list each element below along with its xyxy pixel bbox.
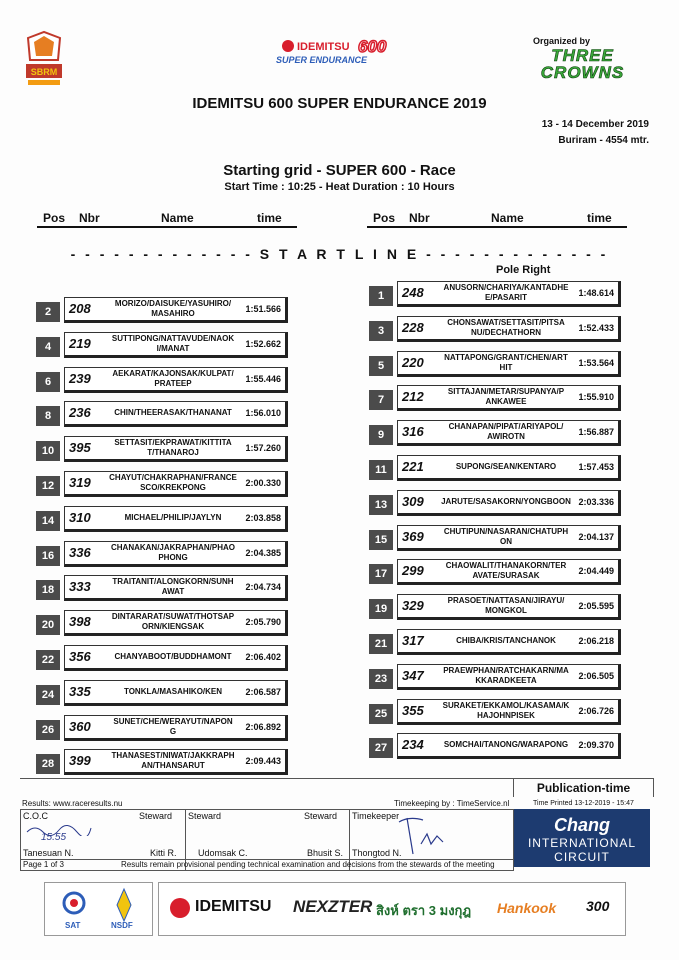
publication-time-label: Publication-time xyxy=(513,778,654,797)
qualifying-time: 1:52.433 xyxy=(578,322,614,333)
grid-position: 4 xyxy=(36,337,60,357)
driver-names-line: I/MANAT xyxy=(156,343,190,353)
entry-box xyxy=(64,332,288,358)
time-printed: Time Printed 13-12-2019 - 15:47 xyxy=(533,800,634,807)
qualifying-time: 1:52.662 xyxy=(245,338,281,349)
event-venue: Buriram - 4554 mtr. xyxy=(558,135,649,146)
driver-names-line: PRASOET/NATTASAN/JIRAYU/ xyxy=(447,596,565,606)
entry-box xyxy=(397,385,621,411)
idemitsu-icon xyxy=(169,897,191,919)
qualifying-time: 1:57.453 xyxy=(578,462,614,472)
car-number: 236 xyxy=(69,405,91,421)
qualifying-time: 2:04.137 xyxy=(578,531,614,542)
grid-subtitle: Start Time : 10:25 - Heat Duration : 10 Hours xyxy=(224,181,455,193)
car-number: 317 xyxy=(402,633,424,648)
driver-names-line: AN/THANSARUT xyxy=(141,761,205,771)
car-number: 212 xyxy=(402,389,424,405)
entry-box xyxy=(397,281,621,307)
driver-names xyxy=(436,636,576,646)
hankook-sponsor: Hankook xyxy=(497,900,557,916)
car-number: 316 xyxy=(402,424,424,440)
driver-names-line: SETTASIT/EKPRAWAT/KITTITA xyxy=(114,438,232,448)
event-date: 13 - 14 December 2019 xyxy=(541,119,649,130)
coc-signature xyxy=(25,824,95,836)
entry-box xyxy=(397,490,621,516)
driver-names-line: G xyxy=(169,726,177,736)
300-sponsor: 300 xyxy=(586,898,610,914)
right-column-header xyxy=(367,210,627,228)
driver-names-line: PRATEEP xyxy=(154,378,192,388)
qualifying-time: 2:06.505 xyxy=(578,670,614,681)
grid-entry xyxy=(369,490,625,515)
grid-entry xyxy=(369,629,625,654)
driver-names-line: PHONG xyxy=(158,552,188,562)
grid-position: 10 xyxy=(36,441,60,461)
grid-position: 6 xyxy=(36,372,60,392)
handwritten-time: 15.55 xyxy=(41,832,67,843)
grid-entry xyxy=(36,575,292,600)
grid-position: 14 xyxy=(36,511,60,531)
driver-names-line: PRAEWPHAN/RATCHAKARN/MA xyxy=(443,665,569,675)
steward1-name: Kitti R. xyxy=(150,848,177,858)
timekeeper-signature xyxy=(397,814,457,858)
entry-box xyxy=(64,401,288,427)
car-number: 395 xyxy=(69,440,91,456)
driver-names xyxy=(436,422,576,442)
chang-circuit-logo xyxy=(514,809,650,867)
car-number: 336 xyxy=(69,544,91,560)
col-time: time xyxy=(257,211,282,225)
officials-table xyxy=(20,809,514,871)
driver-names-line: MASAHIRO xyxy=(151,309,195,318)
driver-names-line: AVATE/SURASAK xyxy=(472,571,540,581)
chang-logo-text: Chang xyxy=(554,815,610,835)
grid-position: 28 xyxy=(36,754,60,774)
driver-names-line: AWAT xyxy=(161,587,185,597)
col-name: Name xyxy=(491,211,524,225)
organized-by-label: Organized by xyxy=(533,36,591,46)
driver-names-line: KKARADKEETA xyxy=(475,675,537,685)
entry-box xyxy=(64,367,288,393)
entry-box xyxy=(64,680,288,706)
grid-entry xyxy=(36,401,292,426)
grid-position: 25 xyxy=(369,704,393,724)
driver-names-line: NU/DECHATHORN xyxy=(470,327,542,337)
results-url: Results: www.raceresults.nu xyxy=(22,799,123,808)
grid-entry xyxy=(369,385,625,410)
driver-names-line: SOMCHAI/TANONG/WARAPONG xyxy=(443,740,569,750)
driver-names-line: CHANAKAN/JAKRAPHAN/PHAO xyxy=(110,542,235,552)
driver-names-line: JARUTE/SASAKORN/YONGBOON xyxy=(441,496,571,506)
sat-logo-text: SAT xyxy=(65,921,81,930)
nsdf-logo-text: NSDF xyxy=(111,921,133,930)
entry-box xyxy=(64,645,288,671)
qualifying-time: 2:06.587 xyxy=(245,686,281,697)
col-nbr: Nbr xyxy=(79,211,100,225)
qualifying-time: 1:56.887 xyxy=(578,427,614,438)
qualifying-time: 1:56.010 xyxy=(245,408,281,419)
car-number: 329 xyxy=(402,598,424,614)
driver-names xyxy=(103,543,243,563)
driver-names xyxy=(103,299,243,319)
driver-names-line: CHONSAWAT/SETTASIT/PITSA xyxy=(447,317,565,327)
grid-position: 24 xyxy=(36,685,60,705)
driver-names-line: ANUSORN/CHARIYA/KANTADHE xyxy=(443,283,569,292)
entry-box xyxy=(64,297,288,323)
entry-box xyxy=(397,594,621,620)
grid-entry xyxy=(36,749,292,774)
qualifying-time: 2:04.734 xyxy=(245,582,281,593)
driver-names xyxy=(103,652,243,662)
grid-position: 13 xyxy=(369,495,393,515)
entry-box xyxy=(397,664,621,690)
qualifying-time: 1:55.446 xyxy=(245,373,281,384)
entry-box xyxy=(397,559,621,585)
driver-names-line: CHANYABOOT/BUDDHAMONT xyxy=(114,652,232,661)
qualifying-time: 1:53.564 xyxy=(578,357,614,368)
driver-names-line: MONGKOL xyxy=(485,606,527,616)
qualifying-time: 2:05.790 xyxy=(245,617,281,628)
driver-names xyxy=(436,283,576,303)
driver-names xyxy=(103,438,243,458)
qualifying-time: 2:04.385 xyxy=(245,547,281,558)
grid-entry xyxy=(36,332,292,357)
qualifying-time: 2:05.595 xyxy=(578,601,614,612)
car-number: 360 xyxy=(69,718,91,734)
driver-names xyxy=(436,527,576,547)
coc-name: Tanesuan N. xyxy=(23,848,74,858)
driver-names xyxy=(436,701,576,721)
grid-entry xyxy=(36,715,292,740)
nexzter-sponsor: NEXZTER xyxy=(293,897,373,916)
grid-position: 11 xyxy=(369,460,393,480)
qualifying-time: 2:09.370 xyxy=(578,740,614,751)
car-number: 228 xyxy=(402,319,424,335)
qualifying-time: 2:03.858 xyxy=(245,512,281,523)
timekeeper-name: Thongtod N. xyxy=(352,848,402,858)
grid-position: 12 xyxy=(36,476,60,496)
qualifying-time: 1:57.260 xyxy=(245,443,281,454)
svg-text:IDEMITSU: IDEMITSU xyxy=(297,41,350,53)
car-number: 219 xyxy=(69,335,91,351)
qualifying-time: 2:04.449 xyxy=(578,566,614,577)
driver-names-line: DINTARARAT/SUWAT/THOTSAP xyxy=(111,612,235,622)
grid-position: 27 xyxy=(369,738,393,758)
driver-names xyxy=(436,561,576,581)
entry-box xyxy=(64,575,288,601)
grid-position: 2 xyxy=(36,302,60,322)
driver-names-line: AEKARAT/KAJONSAK/KULPAT/ xyxy=(112,368,234,378)
driver-names-line: SUPONG/SEAN/KENTARO xyxy=(455,462,557,471)
grid-entry xyxy=(369,525,625,550)
qualifying-time: 2:06.402 xyxy=(245,652,281,662)
qualifying-time: 2:06.892 xyxy=(245,721,281,732)
steward2-name: Udomsak C. xyxy=(198,848,248,858)
federation-logos xyxy=(44,882,153,936)
three-crowns-logo: THREE CROWNS xyxy=(540,46,625,82)
grid-entry xyxy=(369,316,625,341)
sbrm-logo xyxy=(22,30,66,92)
driver-names xyxy=(103,717,243,737)
driver-names-line: SURAKET/EKKAMOL/KASAMA/K xyxy=(442,700,570,710)
left-column-header xyxy=(37,210,297,228)
qualifying-time: 1:51.566 xyxy=(245,304,281,314)
driver-names-line: HAJOHNPISEK xyxy=(477,710,535,720)
timekeeper-label: Timekeeper xyxy=(352,811,400,821)
driver-names-line: CHANAPAN/PIPAT/ARIYAPOL/ xyxy=(448,422,564,432)
grid-entry xyxy=(369,733,625,758)
entry-box xyxy=(64,436,288,462)
circuit-text-1: INTERNATIONAL xyxy=(527,836,637,850)
car-number: 309 xyxy=(402,493,424,509)
grid-entry xyxy=(36,645,292,670)
driver-names-line: CHUTIPUN/NASARAN/CHATUPH xyxy=(443,526,569,536)
steward-label-1: Steward xyxy=(139,811,173,821)
driver-names xyxy=(103,612,243,632)
grid-position: 20 xyxy=(36,615,60,635)
grid-entry xyxy=(36,297,292,322)
grid-entry xyxy=(369,351,625,376)
driver-names-line: NATTAPONG/GRANT/CHEN/ART xyxy=(444,352,568,362)
driver-names-line: ANKAWEE xyxy=(485,397,527,407)
idemitsu-sponsor: IDEMITSU xyxy=(195,898,272,915)
driver-names xyxy=(103,369,243,389)
col-pos: Pos xyxy=(373,211,396,225)
car-number: 347 xyxy=(402,667,424,683)
qualifying-time: 2:06.218 xyxy=(578,636,614,646)
organizer-logo xyxy=(515,36,655,84)
car-number: 356 xyxy=(69,649,91,664)
idemitsu-600-logo xyxy=(270,38,430,66)
svg-text:600: 600 xyxy=(358,38,387,56)
driver-names-line: TONKLA/MASAHIKO/KEN xyxy=(123,686,223,696)
driver-names-line: SUNET/CHE/WERAYUT/NAPON xyxy=(113,716,233,726)
three-crowns-sponsor: สิงห์ ตรา 3 มงกุฎ xyxy=(376,903,472,918)
grid-position: 22 xyxy=(36,650,60,670)
timekeeping-label: Timekeeping by : TimeService.nl xyxy=(394,799,510,808)
car-number: 220 xyxy=(402,354,424,370)
entry-box xyxy=(64,749,288,775)
steward3-name: Bhusit S. xyxy=(307,848,344,858)
driver-names xyxy=(436,596,576,616)
entry-box xyxy=(397,420,621,446)
grid-position: 16 xyxy=(36,546,60,566)
driver-names-line: SCO/KREKPONG xyxy=(140,483,206,492)
driver-names-line: MORIZO/DAISUKE/YASUHIRO/ xyxy=(114,299,232,308)
driver-names-line: CHIBA/KRIS/TANCHANOK xyxy=(456,636,556,645)
car-number: 319 xyxy=(69,475,91,490)
steward-label-3: Steward xyxy=(304,811,338,821)
svg-text:SUPER ENDURANCE: SUPER ENDURANCE xyxy=(276,55,368,65)
grid-position: 15 xyxy=(369,530,393,550)
grid-position: 21 xyxy=(369,634,393,654)
grid-position: 8 xyxy=(36,406,60,426)
car-number: 299 xyxy=(402,563,424,579)
qualifying-time: 2:03.336 xyxy=(578,496,614,507)
driver-names xyxy=(103,408,243,418)
entry-box xyxy=(397,733,621,759)
provisional-disclaimer: Results remain provisional pending technical examination and decisions from the stewards of the meeting xyxy=(121,860,495,869)
driver-names xyxy=(436,462,576,472)
car-number: 355 xyxy=(402,702,424,718)
coc-label: C.O.C xyxy=(23,811,49,821)
entry-box xyxy=(64,541,288,567)
grid-entry xyxy=(369,699,625,724)
car-number: 248 xyxy=(402,285,424,300)
entry-box xyxy=(397,455,621,481)
driver-names-line: ON xyxy=(500,536,512,546)
qualifying-time: 2:06.726 xyxy=(578,705,614,716)
grid-entry xyxy=(369,455,625,480)
driver-names xyxy=(436,353,576,373)
car-number: 234 xyxy=(402,737,424,753)
entry-box xyxy=(397,351,621,377)
driver-names-line: HIT xyxy=(499,362,513,372)
grid-position: 9 xyxy=(369,425,393,445)
grid-entry xyxy=(36,610,292,635)
grid-position: 18 xyxy=(36,580,60,600)
driver-names-line: THANASEST/NIWAT/JAKKRAPH xyxy=(111,751,235,761)
grid-position: 17 xyxy=(369,564,393,584)
startline-label: - - - - - - - - - - - - - S T A R T L I N E - - - - - - - - - - - - - xyxy=(70,246,609,262)
entry-box xyxy=(64,471,288,497)
driver-names-line: T/THANAROJ xyxy=(147,448,199,458)
driver-names-line: CHIN/THEERASAK/THANANAT xyxy=(114,408,232,418)
car-number: 369 xyxy=(402,528,424,544)
driver-names xyxy=(103,473,243,493)
driver-names xyxy=(436,387,576,407)
driver-names xyxy=(103,334,243,354)
grid-position: 7 xyxy=(369,390,393,410)
driver-names xyxy=(103,513,243,523)
driver-names xyxy=(436,740,576,750)
grid-position: 19 xyxy=(369,599,393,619)
driver-names-line: CHAYUT/CHAKRAPHAN/FRANCE xyxy=(109,473,237,482)
qualifying-time: 1:55.910 xyxy=(578,392,614,403)
car-number: 398 xyxy=(69,614,91,630)
grid-entry xyxy=(36,541,292,566)
qualifying-time: 2:00.330 xyxy=(245,478,281,488)
entry-box xyxy=(64,610,288,636)
driver-names-line: CHAOWALIT/THANAKORN/TER xyxy=(445,561,567,571)
qualifying-time: 1:48.614 xyxy=(578,288,614,298)
entry-box xyxy=(397,699,621,725)
driver-names-line: E/PASARIT xyxy=(484,293,528,302)
grid-entry xyxy=(369,420,625,445)
grid-entry xyxy=(36,506,292,531)
page-number: Page 1 of 3 xyxy=(23,860,64,869)
event-date-venue xyxy=(542,117,649,149)
grid-entry xyxy=(36,471,292,496)
grid-entry xyxy=(369,594,625,619)
sponsor-logos xyxy=(158,882,626,936)
grid-title: Starting grid - SUPER 600 - Race xyxy=(223,162,456,179)
car-number: 208 xyxy=(69,301,91,316)
grid-entry xyxy=(36,367,292,392)
driver-names-line: TRAITANIT/ALONGKORN/SUNH xyxy=(112,577,234,587)
entry-box xyxy=(397,629,621,655)
entry-box xyxy=(64,506,288,532)
grid-entry xyxy=(36,436,292,461)
driver-names-line: SITTAJAN/METAR/SUPANYA/P xyxy=(447,387,565,397)
driver-names-line: AWIROTN xyxy=(487,432,525,442)
sbrm-logo-text: SBRM xyxy=(30,67,58,77)
circuit-text-2: CIRCUIT xyxy=(554,850,610,864)
grid-position: 3 xyxy=(369,321,393,341)
car-number: 399 xyxy=(69,753,91,769)
driver-names xyxy=(436,497,576,507)
grid-position: 23 xyxy=(369,669,393,689)
entry-box xyxy=(397,525,621,551)
driver-names-line: MICHAEL/PHILIP/JAYLYN xyxy=(124,512,222,522)
grid-position: 26 xyxy=(36,720,60,740)
driver-names xyxy=(103,751,243,771)
col-nbr: Nbr xyxy=(409,211,430,225)
col-name: Name xyxy=(161,211,194,225)
grid-position: 1 xyxy=(369,286,393,306)
pole-position-label: Pole Right xyxy=(496,264,551,276)
driver-names xyxy=(103,577,243,597)
grid-entry xyxy=(369,664,625,689)
car-number: 333 xyxy=(69,579,91,595)
driver-names xyxy=(436,666,576,686)
qualifying-time: 2:09.443 xyxy=(245,756,281,767)
event-title: IDEMITSU 600 SUPER ENDURANCE 2019 xyxy=(192,95,487,112)
entry-box xyxy=(64,715,288,741)
driver-names-line: SUTTIPONG/NATTAVUDE/NAOK xyxy=(111,333,235,343)
car-number: 221 xyxy=(402,459,424,474)
grid-entry xyxy=(369,559,625,584)
car-number: 239 xyxy=(69,370,91,386)
col-pos: Pos xyxy=(43,211,66,225)
grid-entry xyxy=(369,281,625,306)
driver-names xyxy=(103,687,243,697)
grid-entry xyxy=(36,680,292,705)
col-time: time xyxy=(587,211,612,225)
car-number: 335 xyxy=(69,683,91,699)
driver-names-line: ORN/KIENGSAK xyxy=(141,622,205,632)
grid-position: 5 xyxy=(369,356,393,376)
car-number: 310 xyxy=(69,509,91,525)
entry-box xyxy=(397,316,621,342)
driver-names xyxy=(436,318,576,338)
steward-label-2: Steward xyxy=(188,811,222,821)
